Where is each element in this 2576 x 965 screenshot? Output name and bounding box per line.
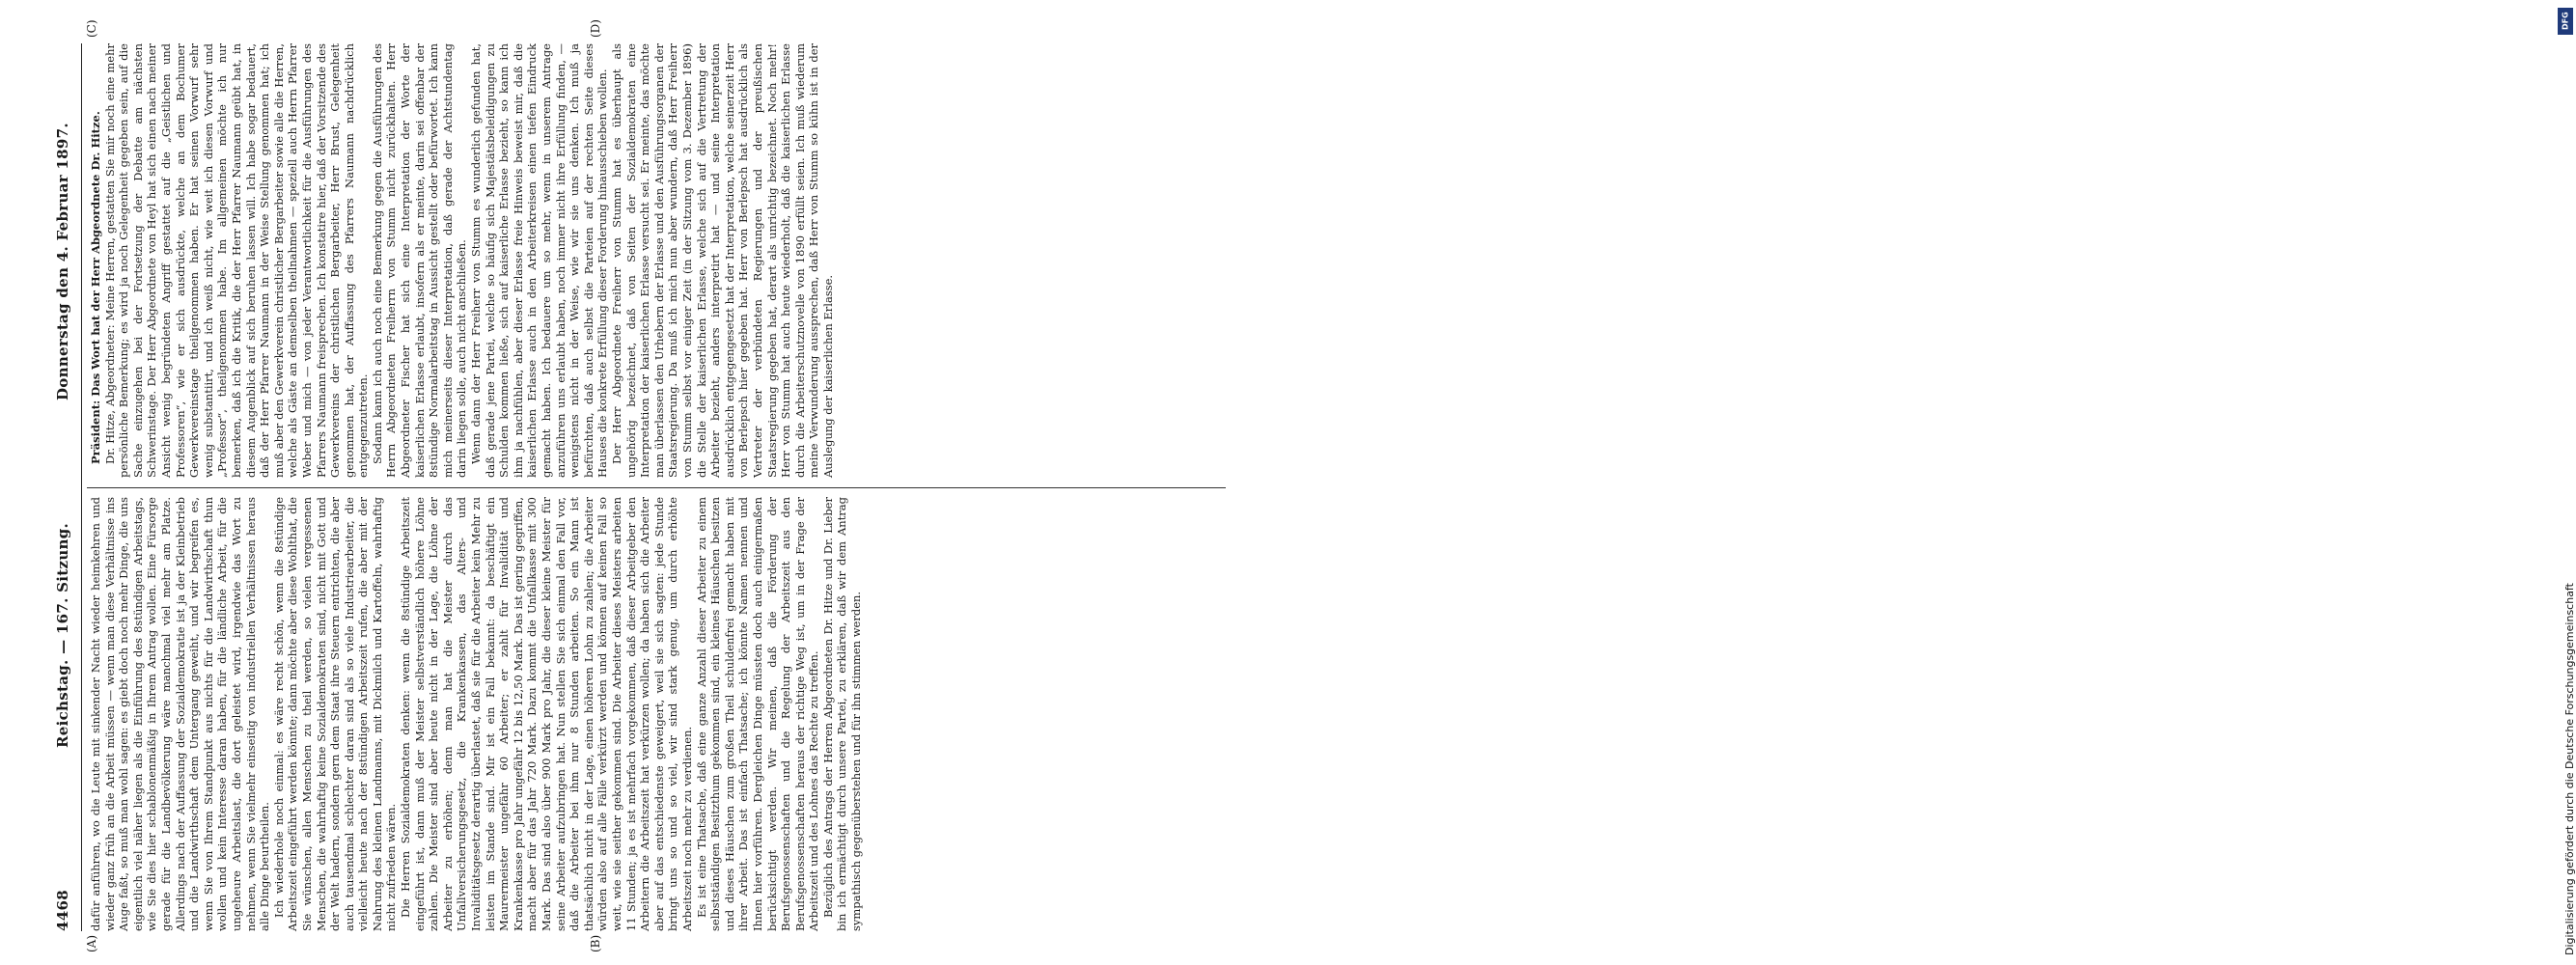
- margin-mark-b: (B): [589, 934, 602, 952]
- session-date: Donnerstag den 4. Februar 1897.: [54, 123, 71, 400]
- right-paragraph: Wenn dann der Herr Freiherr von Stumm es wunderlich gefunden hat, daß gerade jene Partei, welche so häufig sich Majestätsbeleidigungen zu Schulden kommen ließe, sich auf kaiserliche Erlasse bezieht, so kann ich ihm ja nachfühlen, aber dieser Erlasse freie Hinweis beweist mir, daß die kaiserlichen Erlasse auch in den Arbeiterkreisen einen tiefen Eindruck gemacht haben. Ich bedauere um so mehr, wenn in unserem Antrage anzuführen uns erlaubt haben, noch immer nicht ihre Erfüllung finden, — wenigstens nicht in der Weise, wie wir sie uns denken. Ich muß ja befürchten, daß auch selbst die Parteien auf der rechten Seite dieses Hauses die konkrete Erfüllung dieser Forderung hinausschieben wollen.: [469, 43, 610, 478]
- margin-mark-c: (C): [85, 19, 98, 38]
- margin-mark-a: (A): [85, 934, 98, 952]
- left-paragraph: dafür anführen, wo die Leute mit sinkender Nacht wieder heimkehren und wieder ganz früh an die Arbeit müssen — wenn man diese Verhältnisse ins Auge faßt, so muß man wohl sagen: es giebt doch noch mehr Dinge, die uns eigentlich viel näher liegen als die Einführung des 8stündigen Arbeitstags, wie Sie dies hier schablonenmäßig in Ihrem Antrag wollen. Eine Fürsorge gerade für die Landbevölkerung wäre manchmal viel mehr am Platze. Allerdings nach der Auffassung der Sozialdemokratie ist ja der Kleinbetrieb und die Landwirthschaft dem Untergang geweiht, und wir begreifen es, wenn Sie von Ihrem Standpunkt aus nichts für die Landwirthschaft thun wollen und kein Interesse daran haben, für die ländliche Arbeit, für die ungeheure Arbeitslast, die dort geleistet wird, irgendwie das Wort zu nehmen, wenn Sie vielmehr einseitig von industriellen Verhältnissen heraus alle Dinge beurtheilen.: [89, 497, 272, 931]
- right-paragraph: Präsident: Das Wort hat der Herr Abgeordnete Dr. Hitze.: [89, 111, 102, 464]
- right-column: [89, 43, 1228, 478]
- left-paragraph: Ich wiederhole noch einmal: es wäre recht schön, wenn die 8stündige Arbeitszeit eingeführt werden könnte; dann möchte aber diese Wohlthat, die Sie wünschen, allen Menschen zu theil werden, so vielen vergessenen Menschen, die wahrhaftig keine Sozialdemokraten sind, nicht mit Gott und der Welt hadern, sondern gern dem Staat ihre Steuern entrichten, die aber auch tausendmal schlechter daran sind als so viele Industriearbeiter, die vielleicht heute nach der 8stündigen Arbeitszeit rufen, die aber mit der Nahrung des kleinen Landmanns, mit Dickmilch und Kartoffeln, wahrhaftig nicht zufrieden wären.: [271, 497, 399, 931]
- digitization-credit: Digitalisierung gefördert durch die Deutsche Forschungsgemeinschaft: [2563, 583, 2576, 955]
- dfg-logo: DFG: [2558, 8, 2573, 35]
- left-column: [89, 497, 1228, 931]
- column-separator: [87, 487, 1226, 488]
- margin-mark-d: (D): [589, 19, 602, 38]
- session-title: Reichstag. — 167. Sitzung.: [54, 522, 71, 748]
- right-paragraph: Dr. Hitze, Abgeordneter: Meine Herren, gestatten Sie mir noch eine mehr persönliche Bemerkung; es wird ja noch Gelegenheit gegeben sein, auf die Sache einzugehen bei der Fortsetzung der Debatte am nächsten Schwerinstage. Der Herr Abgeordnete von Heyl hat sich einen nach meiner Ansicht wenig begründeten Angriff gestattet auf die „Geistlichen und Professoren“, wie er sich ausdrückte, welche an dem Bochumer Gewerkvereinstage theilgenommen haben. Er hat seinen Vorwurf sehr wenig substantiirt, und ich weiß nicht, wie weit ich diesen Vorwurf und „Professor“, theilgenommen habe. Im allgemeinen möchte ich nur bemerken, daß ich die Kritik, die der Herr Pfarrer Naumann geübt hat, in diesem Augenblick auf sich beruhen lassen will. Ich habe sogar bedauert, daß der Herr Pfarrer Naumann in der Weise Stellung genommen hat; ich muß aber den Gewerkverein christlicher Bergarbeiter sowie alle die Herren, welche als Gäste an demselben theilnahmen — speziell auch Herrn Pfarrer Weber und mich — von jeder Verantwortlichkeit für die Ausführungen des Pfarrers Naumann freisprechen. Ich konstatire hier, daß der Vorsitzende des Gewerkvereins der christlichen Bergarbeiter, Herr Brust, Gelegenheit genommen hat, der Auffassung des Pfarrers Naumann nachdrücklich entgegenzutreten.: [102, 43, 371, 478]
- rotated-page-content: [48, 19, 1245, 952]
- page-number: 4468: [54, 890, 71, 931]
- left-paragraph: Bezüglich des Antrags der Herren Abgeordneten Dr. Hitze und Dr. Lieber bin ich ermächtigt durch unsere Partei, zu erklären, daß wir dem Antrag sympathisch gegenüberstehen und für ihn stimmen werden.: [820, 497, 864, 931]
- right-paragraph: Sodann kann ich auch noch eine Bemerkung gegen die Ausführungen des Herrn Abgeordneten Freiherrn von Stumm nicht zurückhalten. Herr Abgeordneter Fischer hat sich eine Interpretation der Worte der kaiserlichen Erlasse erlaubt, insofern als er meinte, darin sei offenbar der 8stündige Normalarbeitstag in Aussicht gestellt oder befürwortet. Ich kann mich meinerseits dieser Interpretation, daß gerade der Achtstundentag darin liegen solle, auch nicht anschließen.: [370, 43, 469, 478]
- page-header: [48, 43, 81, 931]
- right-paragraph: Der Herr Abgeordnete Freiherr von Stumm hat es überhaupt als ungehörig bezeichnet, daß von Seiten der Sozialdemokraten eine Interpretation der kaiserlichen Erlasse versucht sei. Er meinte, das möchte man überlassen den Urhebern der Erlasse und den Ausführungsorganen der Staatsregierung. Da muß ich mich nun aber wundern, daß Herr Freiherr von Stumm selbst vor einiger Zeit (in der Sitzung vom 3. Dezember 1896) die Stelle der kaiserlichen Erlasse, welche sich auf die Vertretung der Arbeiter bezieht, anders interpretirt hat — und seine Interpretation ausdrücklich entgegengesetzt hat der Interpretation, welche seinerzeit Herr von Berlepsch hier gegeben hat. Herr von Berlepsch hat ausdrücklich als Vertreter der verbündeten Regierungen und der preußischen Staatsregierung gegeben hat, derart als unrichtig bezeichnet. Noch mehr! Herr von Stumm hat auch heute wiederholt, daß die kaiserlichen Erlasse durch die Arbeiterschutznovelle von 1890 erfüllt seien. Ich muß wiederum meine Verwunderung aussprechen, daß Herr von Stumm so kühn ist in der Auslegung der kaiserlichen Erlasse.: [609, 43, 835, 478]
- left-paragraph: Es ist eine Thatsache, daß eine ganze Anzahl dieser Arbeiter zu einem selbstständigen Besitzthum gekommen sind, ein kleines Häuschen besitzen und dieses Häuschen zum großen Theil schuldenfrei gemacht haben mit ihrer Arbeit. Das ist einfach Thatsache; ich könnte Namen nennen und Ihnen hier vorführen. Dergleichen Dinge müssten doch auch einigermaßen berücksichtigt werden. Wir meinen, daß die Förderung der Berufsgenossenschaften und die Regelung der Arbeitszeit aus den Berufsgenossenschaften heraus der richtige Weg ist, um in der Frage der Arbeitszeit und des Lohnes das Rechte zu treffen.: [694, 497, 821, 931]
- credit-strip: [1272, 0, 2576, 965]
- left-paragraph: Die Herren Sozialdemokraten denken: wenn die 8stündige Arbeitszeit eingeführt ist, dann muß der Meister selbstverständlich höhere Löhne zahlen. Die Meister sind aber heute nicht in der Lage, die Löhne der Arbeiter zu erhöhen; denn man hat die Meister durch das Unfallversicherungsgesetz, die Krankenkassen, das Alters- und Invaliditätsgesetz derartig überlastet, daß sie für die Arbeiter kein Mehr zu leisten im Stande sind. Mir ist ein Fall bekannt: da beschäftigt ein Maurermeister ungefähr 60 Arbeiter; er zahlt für Invalidität und Krankenkasse pro Jahr ungefähr 12 bis 12,50 Mark. Das ist gering gegriffen, macht aber für das Jahr 720 Mark. Dazu kommt die Unfallkasse mit 300 Mark. Das sind also über 900 Mark pro Jahr, die dieser kleine Meister für seine Arbeiter aufzubringen hat. Nun stellen Sie sich einmal den Fall vor, daß die Arbeiter bei ihm nur 8 Stunden arbeiten. So ein Mann ist thatsächlich nicht in der Lage, einen höheren Lohn zu zahlen; die Arbeiter würden also auf alle Fälle verkürzt werden und können auf keinen Fall so weit, wie sie seither gekommen sind. Die Arbeiter dieses Meisters arbeiten 11 Stunden; ja es ist mehrfach vorgekommen, daß dieser Arbeitgeber den Arbeitern die Arbeitszeit hat verkürzen wollen; da haben sich die Arbeiter aber auf das entschiedenste geweigert, weil sie sich sagten: jede Stunde bringt uns so und so viel, wir sind stark genug, um durch erhöhte Arbeitszeit noch mehr zu verdienen.: [399, 497, 694, 931]
- header-rule: [81, 43, 82, 931]
